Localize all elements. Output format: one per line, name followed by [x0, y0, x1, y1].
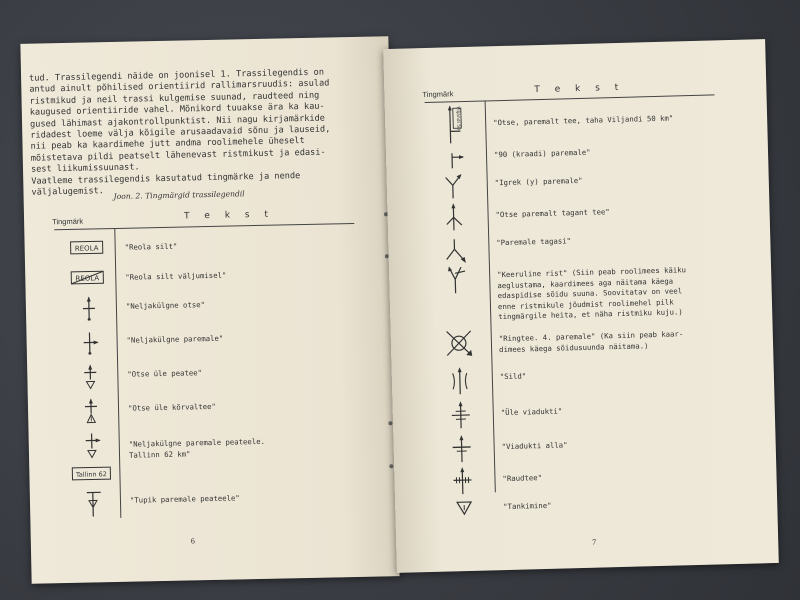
sign-label: REOLA	[74, 244, 99, 253]
bridge-icon	[448, 367, 473, 396]
right-page	[383, 39, 779, 573]
refuel-icon	[455, 499, 473, 517]
sign-label: Tallinn 62	[75, 470, 107, 479]
row-text: "Reola silt väljumisel"	[125, 270, 227, 282]
figure-caption: Joon. 2. Tingmärgid trassilegendil	[113, 189, 245, 201]
row-text: "Neljakülgne otse"	[125, 300, 206, 311]
row-text: "Paremale tagasi"	[496, 236, 572, 248]
tallinn-sign-icon	[71, 466, 111, 481]
sign-label: REOLA	[75, 274, 100, 283]
row-text: "Otse paremalt tagant tee"	[495, 207, 610, 220]
row-text: "Viadukti alla"	[501, 440, 568, 452]
straight-onto-side-icon	[83, 398, 102, 426]
sign-label: Viljandi 50	[454, 106, 461, 131]
staple-hole	[389, 464, 393, 468]
roundabout-icon	[445, 329, 474, 358]
page-number: 7	[592, 537, 597, 547]
row-text: "Raudtee"	[502, 473, 543, 484]
column-header-mark: Tingmärk	[422, 89, 454, 100]
row-text: "Igrek (y) paremale"	[494, 175, 583, 188]
row-text: "Ringtee. 4. paremale" (Ka siin peab kaar- dimees käega sõidusuunda näitama.)	[498, 329, 684, 354]
crossroad-right-icon	[81, 330, 99, 354]
left-page	[20, 36, 399, 584]
under-viaduct-icon	[449, 435, 474, 464]
row-text: "Keeruline rist" (Siin peab roolimees käiku aeglustama, kaardimees aga näitama käega edaspidise sõidu suuna. Soovitatav on veel enne ristmikule jõudmist roolimehel pilk tingmärgile heita, et näha ristmiku kuju.)	[497, 265, 687, 322]
fork-y-right-icon	[442, 171, 465, 200]
row-text: "Tankimine"	[503, 500, 552, 512]
row-text: "Otse, paremalt tee, taha Viljandi 50 km"	[493, 113, 674, 128]
row-text: "Tupik paremale peateele"	[129, 493, 240, 505]
row-text: "Sild"	[499, 371, 527, 382]
reola-exit-sign-icon	[70, 270, 104, 285]
right-90-icon	[444, 147, 467, 170]
row-text: "Otse üle peatee"	[127, 368, 203, 379]
column-header-text: T e k s t	[183, 209, 275, 222]
column-header-text: T e k s t	[534, 82, 625, 96]
dead-end-right-icon	[85, 488, 106, 518]
page-number: 6	[190, 536, 195, 546]
railway-icon	[450, 467, 475, 496]
intro-paragraph: tud. Trassilegendi näide on joonisel 1. Trassilegendis on antud ainult põhilised orientiirid rallimarsruudis: asulad ristmikud ja neil trassi kulgemise suunad, raudteed ning kaugused orientiiride vahel. Mõnikord tuuakse ära ka kau- gused lähimast ajakontrollpunktist. Nii nagu kirjamärkide ridadest loeme välja kõigile arusaadavaid sõnu ja lauseid, nii peab ka kaardimehe jutt andma roolimehele üheselt mõistetava pildi peatselt lähenevast ristmikust ja edasi- sest liikumissuunast. Vaatleme trassilegendis kasutatud tingmärke ja nende väljalugemist.	[29, 67, 331, 198]
straight-onto-main-icon	[82, 364, 101, 392]
right-back-icon	[444, 237, 469, 266]
hairpin-icon	[445, 265, 470, 296]
over-viaduct-icon	[448, 401, 473, 430]
row-text: "Otse üle kõrvaltee"	[127, 401, 216, 413]
row-text: "Neljakülgne paremale"	[126, 333, 224, 345]
table-header-rule	[425, 94, 715, 103]
row-text: "Üle viadukti"	[500, 406, 563, 418]
row-text: "90 (kraadi) paremale"	[493, 147, 591, 160]
row-text: "Reola silt"	[124, 241, 178, 252]
column-header-mark: Tingmärk	[52, 216, 84, 227]
crossroad-straight-icon	[81, 296, 97, 320]
crossroad-right-main-icon	[84, 432, 105, 460]
row-text: "Neljakülgne paremale peateele. Tallinn 62 km"	[128, 436, 266, 460]
table-column-divider	[114, 228, 121, 518]
table-header-rule	[54, 223, 354, 230]
viljandi-sign-icon	[440, 105, 471, 146]
staple-hole	[388, 421, 392, 425]
reola-sign-icon	[70, 240, 104, 255]
right-behind-icon	[443, 203, 466, 232]
